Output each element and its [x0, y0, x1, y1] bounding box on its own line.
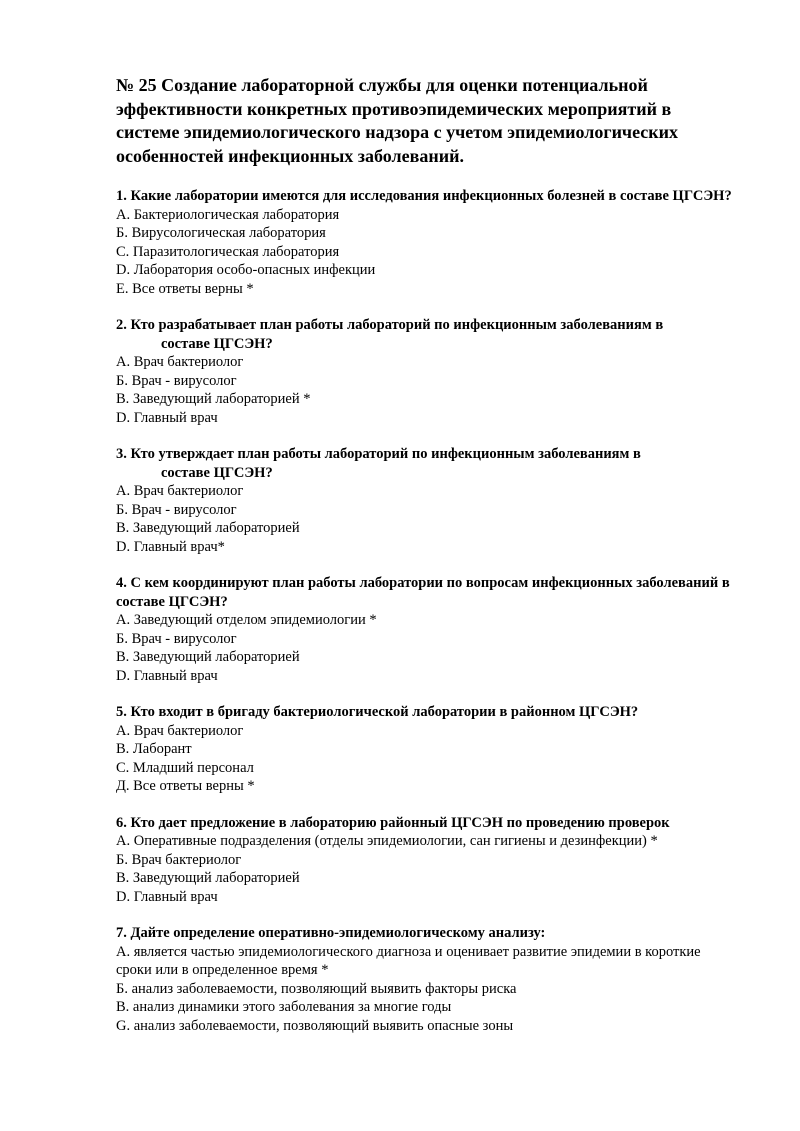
answer-option: В. Лаборант [116, 741, 192, 757]
question-text: 6. Кто дает предложение в лабораторию районный ЦГСЭН по проведению проверок [116, 814, 670, 831]
question-5 [116, 703, 736, 796]
answer-option: Е. Все ответы верны * [116, 280, 254, 297]
question-7 [116, 924, 736, 1035]
answer-option: D. Лаборатория особо-опасных инфекции [116, 262, 376, 278]
answer-option: G. анализ заболеваемости, позволяющий выявить опасные зоны [116, 1017, 514, 1034]
question-text [116, 316, 736, 353]
answer-option: Д. Все ответы верны * [116, 778, 255, 794]
answer-option: А. Врач бактериолог [116, 483, 244, 499]
answer-option: А. Заведующий отделом эпидемиологии * [116, 612, 377, 628]
answer-option: А. является частью эпидемиологического диагноза и оценивает развитие эпидемии в короткие сроки или в определенное время * [116, 943, 701, 978]
answer-option: А. Оперативные подразделения (отделы эпидемиологии, сан гигиены и дезинфекции) * [116, 833, 658, 849]
answer-option: Б. Вирусологическая лаборатория [116, 225, 326, 241]
question-text: 5. Кто входит в бригаду бактериологической лаборатории в районном ЦГСЭН? [116, 704, 639, 720]
answer-option: Б. Врач - вирусолог [116, 501, 237, 518]
answer-option: В. Заведующий лабораторией * [116, 391, 311, 407]
question-text: 1. Какие лаборатории имеются для исследования инфекционных болезней в составе ЦГСЭН? [116, 188, 732, 204]
answer-option: Б. Врач - вирусолог [116, 372, 237, 389]
question-text-line: составе ЦГСЭН? [161, 464, 273, 481]
answer-option: С. Младший персонал [116, 759, 254, 776]
question-text [116, 445, 736, 482]
answer-option: Б. Врач бактериолог [116, 851, 242, 868]
question-text: 7. Дайте определение оперативно-эпидемиологическому анализу: [116, 925, 546, 941]
answer-option: D. Главный врач [116, 888, 218, 905]
question-2 [116, 316, 736, 427]
question-text-line: 3. Кто утверждает план работы лабораторий по инфекционным заболеваниям в [116, 446, 641, 462]
answer-option: Б. анализ заболеваемости, позволяющий выявить факторы риска [116, 980, 517, 997]
answer-option: В. Заведующий лабораторией [116, 520, 300, 536]
answer-option: А. Врач бактериолог [116, 354, 244, 370]
answer-option: А. Бактериологическая лаборатория [116, 206, 340, 223]
answer-option: D. Главный врач* [116, 538, 225, 555]
answer-option: В. анализ динамики этого заболевания за многие годы [116, 999, 452, 1015]
question-4 [116, 574, 736, 685]
question-3 [116, 445, 736, 556]
answer-option: D. Главный врач [116, 667, 218, 684]
question-6 [116, 814, 736, 907]
question-text-line: составе ЦГСЭН? [161, 335, 273, 352]
answer-option: В. Заведующий лабораторией [116, 649, 300, 665]
answer-option: А. Врач бактериолог [116, 722, 244, 739]
document-page [116, 74, 736, 1053]
question-text: 4. С кем координируют план работы лаборатории по вопросам инфекционных заболеваний в составе ЦГСЭН? [116, 575, 730, 610]
answer-option: D. Главный врач [116, 409, 218, 426]
answer-option: С. Паразитологическая лаборатория [116, 243, 340, 260]
question-1 [116, 187, 736, 298]
answer-option: В. Заведующий лабораторией [116, 870, 300, 886]
document-title: № 25 Создание лабораторной службы для оценки потенциальной эффективности конкретных противоэпидемических мероприятий в системе эпидемиологического надзора с учетом эпидемиологических особенностей инфекционных заболеваний. [116, 75, 679, 166]
answer-option: Б. Врач - вирусолог [116, 630, 237, 647]
question-text-line: 2. Кто разрабатывает план работы лабораторий по инфекционным заболеваниям в [116, 317, 664, 333]
